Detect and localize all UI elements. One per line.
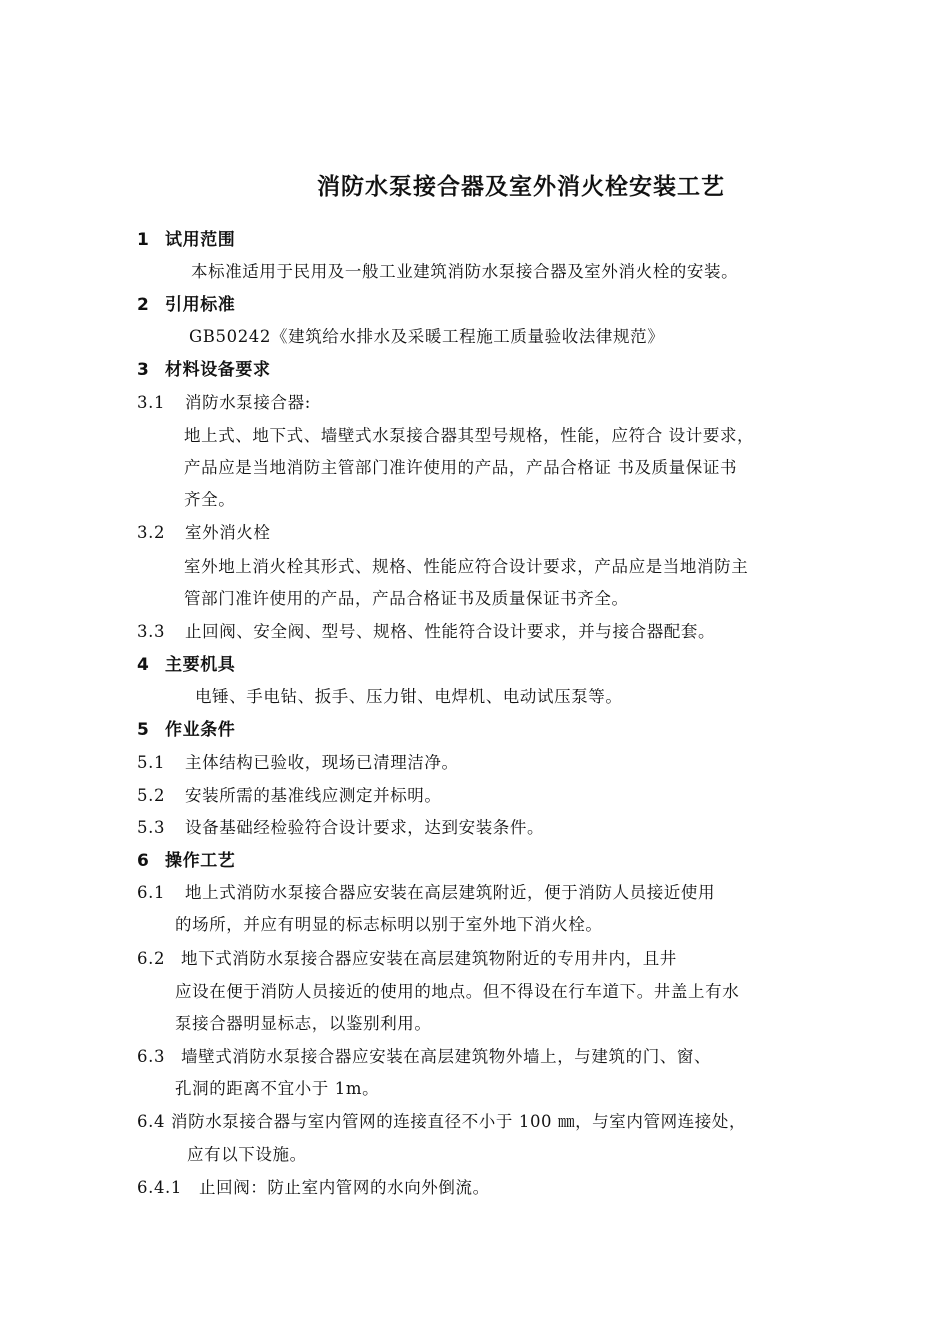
section-heading-1 [137,230,235,250]
item-3-3 [137,622,715,642]
item-6-3 [137,1047,711,1067]
item-3-1 [137,393,311,413]
section-heading-2 [137,295,235,315]
item-3-2-line-1: 室外地上消火栓其形式、规格、性能应符合设计要求，产品应是当地消防主 [184,557,749,576]
item-6-4 [137,1112,746,1132]
item-6-1-line-2: 的场所，并应有明显的标志标明以别于室外地下消火栓。 [175,915,603,934]
section-heading-4 [137,655,235,675]
item-3-2-line-2: 管部门准许使用的产品，产品合格证书及质量保证书齐全。 [184,589,629,608]
item-5-1 [137,753,459,773]
item-number: 6.4.1 [137,1178,182,1197]
section-number: 5 [137,720,150,740]
section-title: 材料设备要求 [165,360,271,380]
section-4-text: 电锤、手电钻、扳手、压力钳、电焊机、电动试压泵等。 [195,687,623,706]
section-title: 操作工艺 [165,851,236,871]
item-6-3-line-2: 孔洞的距离不宜小于 1m。 [175,1079,380,1098]
item-number: 3.3 [137,622,166,641]
item-3-1-line-1: 地上式、地下式、墙壁式水泵接合器其型号规格，性能，应符合 设计要求， [184,426,755,445]
item-text: 设备基础经检验符合设计要求，达到安装条件。 [185,818,545,837]
item-text: 地下式消防水泵接合器应安装在高层建筑物附近的专用井内，且井 [181,949,677,968]
item-text: 止回阀：防止室内管网的水向外倒流。 [199,1178,490,1197]
item-6-4-line-2: 应有以下设施。 [187,1145,307,1164]
item-3-1-line-3: 齐全。 [184,490,236,509]
section-number: 2 [137,295,150,315]
item-number: 6.3 [137,1047,166,1066]
item-text: 室外消火栓 [185,523,271,542]
item-3-2 [137,523,271,543]
section-title: 试用范围 [165,230,236,250]
item-text: 消防水泵接合器: [185,393,311,412]
section-number: 3 [137,360,150,380]
item-number: 6.1 [137,883,166,902]
item-text: 主体结构已验收，现场已清理洁净。 [185,753,459,772]
item-text: 止回阀、安全阀、型号、规格、性能符合设计要求，并与接合器配套。 [185,622,716,641]
item-6-2 [137,949,677,969]
item-6-2-line-3: 泵接合器明显标志，以鉴别利用。 [175,1014,432,1033]
section-title: 引用标准 [165,295,236,315]
document-title: 消防水泵接合器及室外消火栓安装工艺 [317,174,725,200]
section-heading-6 [137,851,235,871]
item-6-4-1 [137,1178,490,1198]
item-number: 3.1 [137,393,166,412]
section-title: 作业条件 [165,720,236,740]
section-heading-5 [137,720,235,740]
item-6-2-line-2: 应设在便于消防人员接近的使用的地点。但不得设在行车道下。井盖上有水 [175,982,740,1001]
item-number: 6.2 [137,949,166,968]
item-text: 墙壁式消防水泵接合器应安装在高层建筑物外墙上，与建筑的门、窗、 [181,1047,712,1066]
item-5-2 [137,786,442,806]
item-text: 消防水泵接合器与室内管网的连接直径不小于 100 ㎜，与室内管网连接处， [171,1112,747,1131]
item-number: 5.1 [137,753,166,772]
item-number: 6.4 [137,1112,166,1131]
section-heading-3 [137,360,271,380]
section-number: 1 [137,230,150,250]
item-text: 安装所需的基准线应测定并标明。 [185,786,442,805]
section-number: 6 [137,851,150,871]
item-3-1-line-2: 产品应是当地消防主管部门准许使用的产品，产品合格证 书及质量保证书 [184,458,738,477]
section-2-text: GB50242《建筑给水排水及采暖工程施工质量验收法律规范》 [189,327,665,346]
item-number: 5.3 [137,818,166,837]
section-1-text: 本标准适用于民用及一般工业建筑消防水泵接合器及室外消火栓的安装。 [191,262,739,281]
item-number: 5.2 [137,786,166,805]
item-6-1 [137,883,715,903]
item-number: 3.2 [137,523,166,542]
item-text: 地上式消防水泵接合器应安装在高层建筑附近，便于消防人员接近使用 [185,883,716,902]
section-number: 4 [137,655,150,675]
item-5-3 [137,818,544,838]
section-title: 主要机具 [165,655,236,675]
